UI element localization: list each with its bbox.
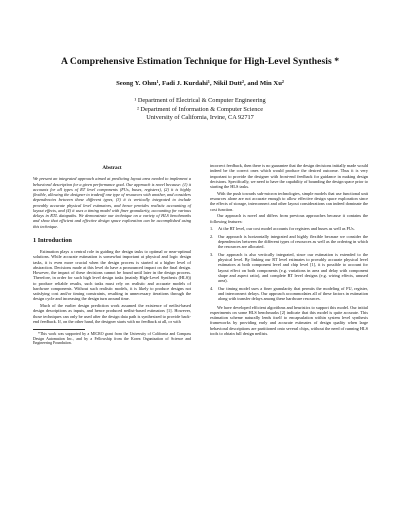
- affiliation-university: University of California, Irvine, CA 92717: [146, 114, 254, 122]
- footnote-rule: [33, 329, 85, 330]
- abstract-body: We present an integrated approach aimed at predicting layout area needed to implement a behavioral description for a given performance goal. Our approach is novel because: (1) it accounts for all types of RT level components (FUs, buses, registers), (2) it is highly flexible, allowing the designer to tradeoff one type of resources with another, and considers dependencies between these different types, (3) it is vertically integrated to include provably accurate physical level estimators, and hence provides realistic accounting of layout effects, and (4) it uses a timing model with finer granularity, accounting for various delays in RTL datapaths. We demonstrate our technique on a variety of HLS benchmarks and show that efficient and effective design space exploration can be accomplished using this technique.: [33, 176, 191, 229]
- intro-paragraph-2: Much of the earlier design prediction work assumed the existence of netlist-based design descriptions as inputs, and hence produced netlist-based estimators [1]. However, those techniques can only be used after the design data path is synthesized to provide back-end feedback. If, on the other hand, the designer starts with no feedback at all, or with: [33, 303, 191, 324]
- affiliation-ics: ² Department of Information & Computer Science: [136, 105, 264, 113]
- intro-paragraph-1: Estimation plays a central role in guiding the design tasks to optimal or near-optimal solutions. While accurate estimation is somewhat important at physical and logic design tasks, it is even more crucial when the design process is started at a higher level of abstraction. Decisions made at this level do have a pronounced impact on the final design. However, the impact of these decisions cannot be found until later in the design process. Therefore, in order for such high level design tasks (mainly High-Level Synthesis (HLS)) to produce reliable results, such tasks must rely on realistic and accurate models of hardware components. Without such realistic models, it is likely to produce designs not satisfying cost and/or timing constraints, resulting in unnecessary iterations through the design cycle and increasing the design turn around time.: [33, 249, 191, 302]
- feature-item: 3. Our approach is also vertically integrated, since our estimation is extended to the physical level. By linking our RT level estimates to provably accurate physical level estimators at both component level and chip level [1], it is possible to account for layout effect on both components (e.g. variations in area and delay with component shape and aspect ratio), and complete RT level designs (e.g. wiring effects, unused area).: [210, 251, 368, 283]
- feature-list: [210, 226, 368, 302]
- abstract-heading: Abstract: [102, 165, 122, 171]
- section-heading-introduction: 1 Introduction: [33, 236, 72, 244]
- intro-paragraph-6: We have developed efficient algorithms and heuristics to support this model. Our initial experiments on some HLS benchmarks [2] indicate that this model is quite accurate. This estimation scheme naturally lends itself to encapsulation within system level synthesis frameworks by providing early and accurate estimates of design quality when large behavioral descriptions are partitioned onto several chips, without the need of running HLS tools to obtain full design netlists.: [210, 304, 368, 336]
- left-column: [33, 166, 191, 346]
- paper-title: A Comprehensive Estimation Technique for High-Level Synthesis *: [60, 56, 340, 67]
- feature-item: 1. At the RT level, our cost model accounts for registers and buses as well as FUs.: [210, 225, 355, 231]
- intro-paragraph-4: With the push towards sub-micron technologies, simple models that use functional unit resources alone are not accurate enough to allow effective design space exploration since the effects of storage, interconnect and other layout considerations can indeed dominate the cost function.: [210, 190, 368, 212]
- right-column: [210, 163, 368, 338]
- author-list: Seong Y. Ohm¹, Fadi J. Kurdahi¹, Nikil Dutt², and Min Xu²: [116, 80, 284, 87]
- affiliations: [0, 97, 400, 123]
- intro-paragraph-5: Our approach is novel and differs from previous approaches because it contains the following features:: [210, 213, 368, 224]
- footnote: *This work was supported by a MICRO grant from the University of California and Compass Design Automation Inc., and by a Fellowship from the Korea Organization of Science and Engineering Foundation.: [33, 332, 191, 346]
- intro-paragraph-3: incorrect feedback, then there is no guarantee that the design decisions initially made would indeed be the correct ones which would produce the desired outcome. Thus it is very important to provide the designer with front-end feedback for guidance in making design decisions. Specifically, we need to have the capability of bounding the design space prior to starting the HLS tasks.: [210, 163, 368, 189]
- feature-item: 2. Our approach is horizontally integrated and highly flexible because we consider the dependencies between the different types of resources as well as the ordering in which the resources are allocated.: [210, 233, 368, 249]
- affiliation-ece: ¹ Department of Electrical & Computer Engineering: [134, 97, 266, 104]
- feature-item: 4. Our timing model uses a finer granularity that permits the modeling of FU, register, and interconnect delays. Our approach accommodates all of these factors in estimation along with transfer delays among these hardware resources.: [210, 285, 368, 302]
